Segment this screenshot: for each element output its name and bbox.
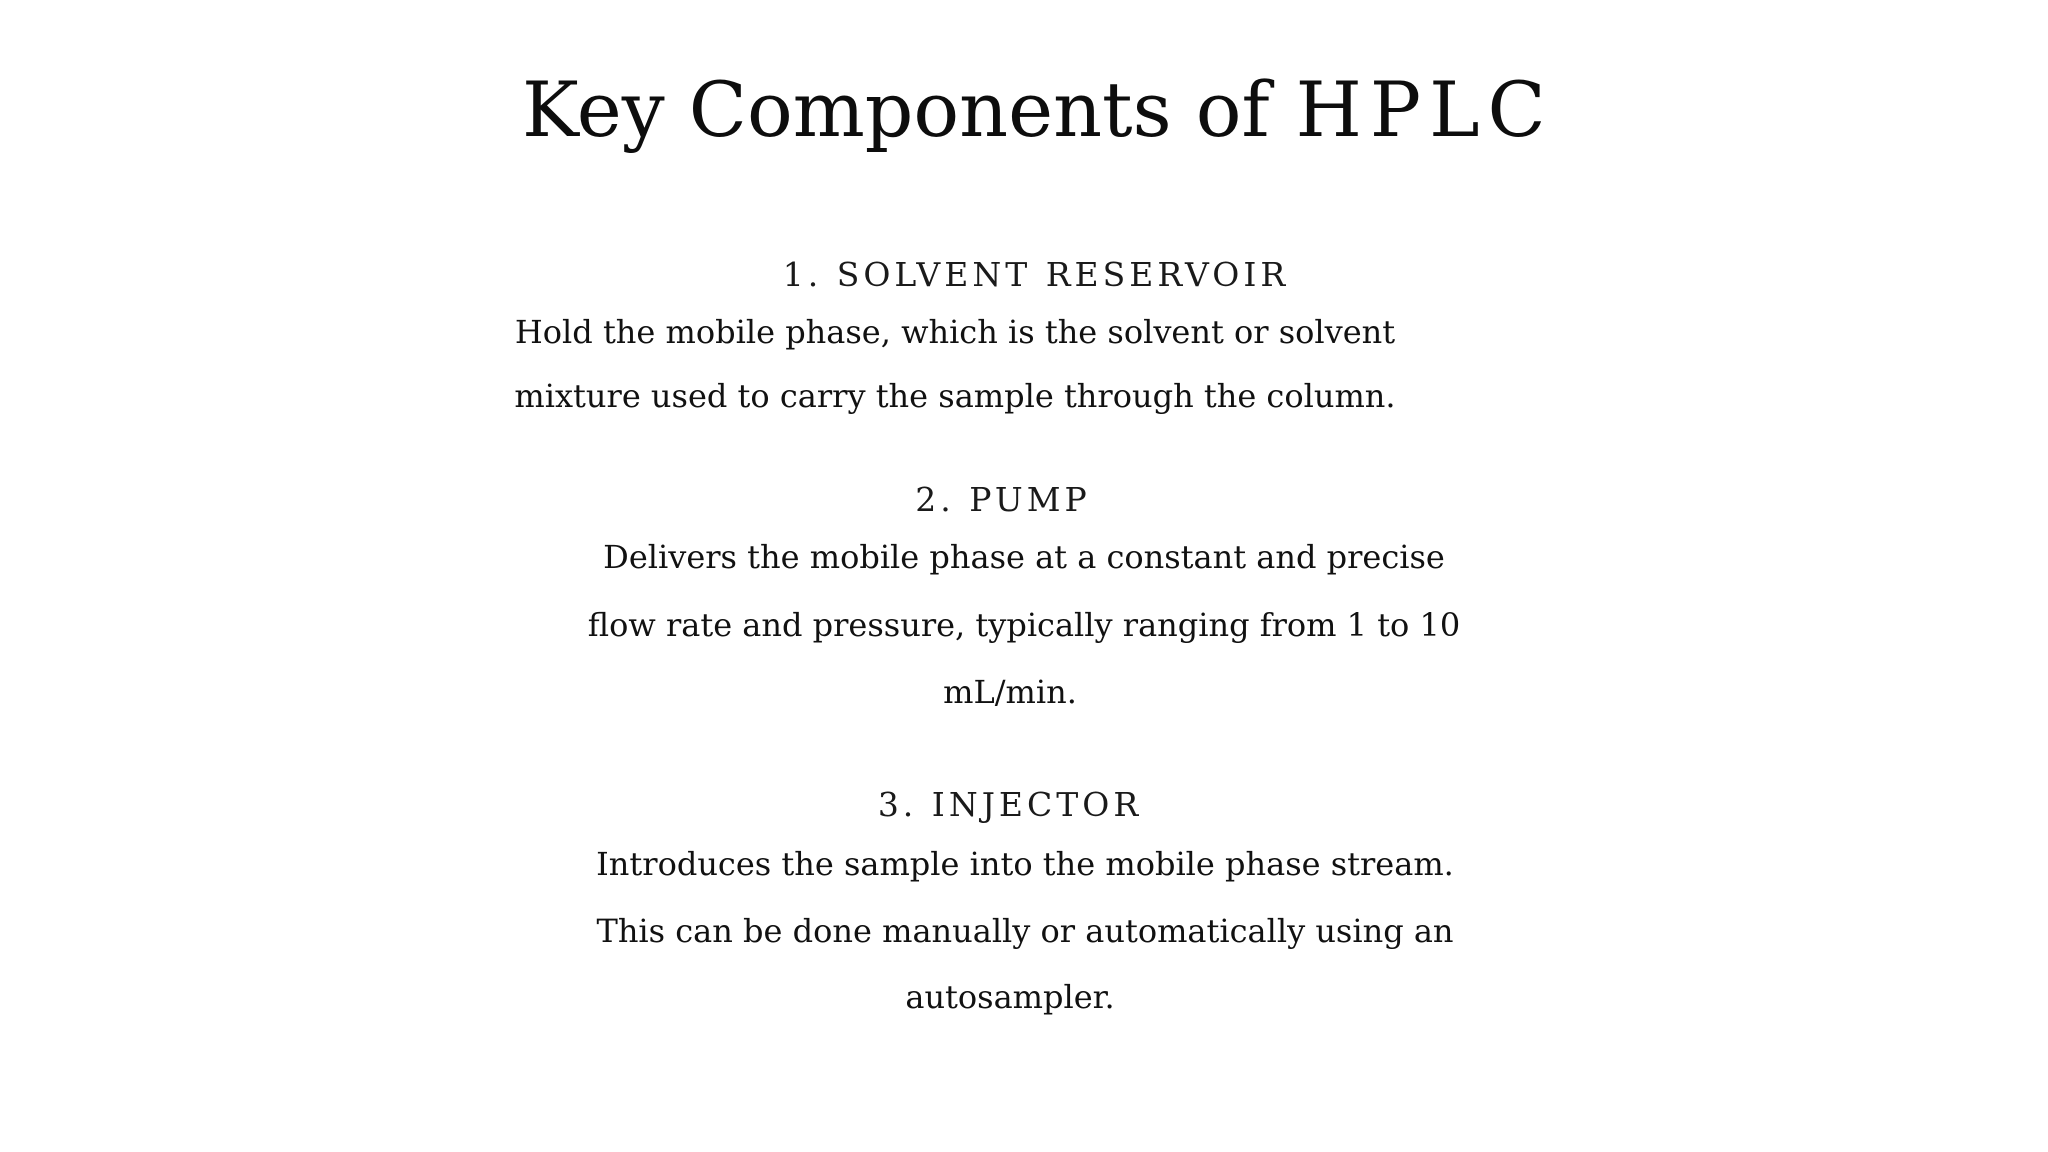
section-heading: 1. SOLVENT RESERVOIR (782, 255, 1290, 294)
section-text-line: Hold the mobile phase, which is the solvent or solvent (514, 313, 1396, 351)
section-text-line: Introduces the sample into the mobile phase stream. (596, 845, 1454, 883)
section-solvent-reservoir (514, 250, 1480, 428)
section-text-line: autosampler. (905, 978, 1115, 1016)
title-main: Key Components of (522, 65, 1270, 154)
section-text-line: This can be done manually or automatically using an (596, 912, 1454, 950)
section-heading: 3. INJECTOR (877, 785, 1143, 824)
slide-title (522, 50, 1554, 170)
section-heading: 2. PUMP (915, 480, 1091, 519)
section-text-line: Delivers the mobile phase at a constant and precise (603, 538, 1445, 576)
title-acronym: HPLC (1295, 65, 1554, 154)
section-text-line: mixture used to carry the sample through the column. (514, 377, 1396, 415)
section-text-line: mL/min. (943, 673, 1077, 711)
section-text-line: flow rate and pressure, typically ranging from 1 to 10 (587, 606, 1461, 644)
section-pump (540, 475, 1480, 723)
section-injector (540, 780, 1480, 1030)
